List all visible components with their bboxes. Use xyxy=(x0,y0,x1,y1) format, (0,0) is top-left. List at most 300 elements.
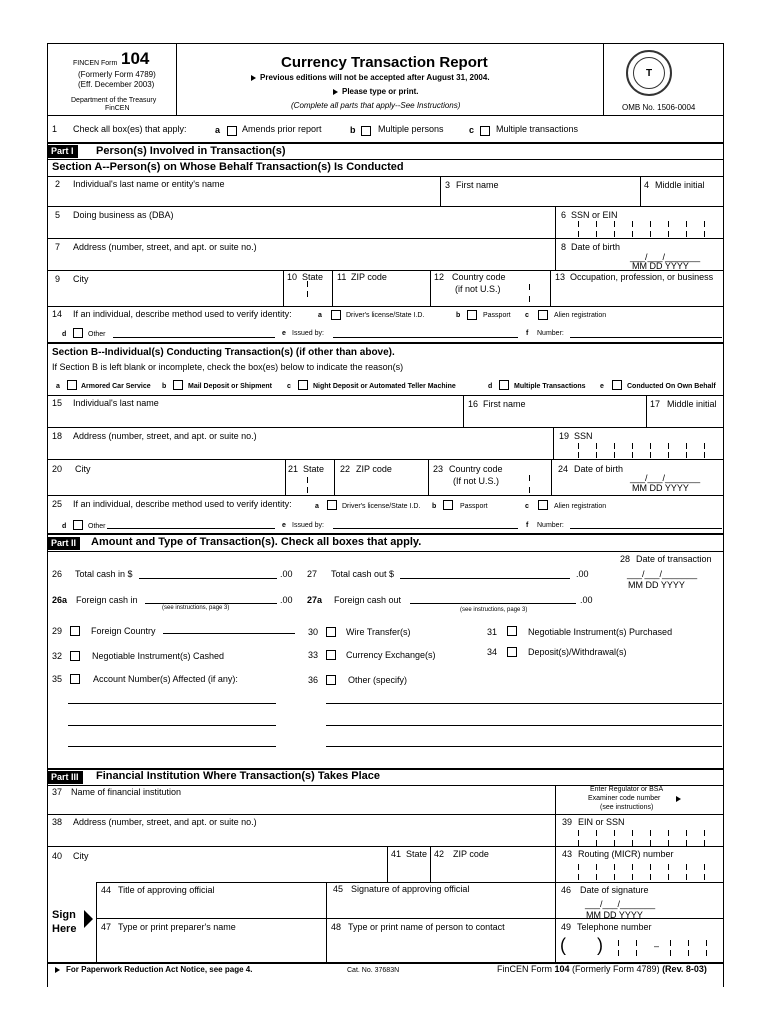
reason-c-letter: c xyxy=(287,383,291,390)
multiple-transactions-checkbox[interactable] xyxy=(480,126,490,136)
field-13-number: 13 xyxy=(555,272,566,282)
field-19-label: SSN xyxy=(574,431,593,441)
digit-tick xyxy=(614,231,615,237)
field-47-label: Type or print preparer's name xyxy=(118,922,236,932)
digit-tick xyxy=(704,830,705,836)
field-45-label: Signature of approving official xyxy=(351,884,470,894)
field-41-label: State xyxy=(406,849,428,859)
field-43-label: Routing (MICR) number xyxy=(578,849,674,859)
digit-tick xyxy=(650,840,651,846)
field-31-number: 31 xyxy=(487,627,498,637)
digit-tick xyxy=(632,864,633,870)
form-label: FINCEN Form xyxy=(73,60,118,67)
date-of-birth-format: MM DD YYYY xyxy=(632,261,689,271)
footer-form-prefix: FinCEN Form xyxy=(497,964,555,974)
transaction-date-mask: ___/___/_______ xyxy=(627,569,698,579)
digit-tick xyxy=(688,940,689,946)
id2-d-letter: d xyxy=(62,523,67,530)
line xyxy=(550,270,551,306)
field-10-number: 10 xyxy=(287,272,298,282)
regulator-label-2: Examiner code number xyxy=(588,795,661,802)
part-2-title: Amount and Type of Transaction(s). Check all boxes that apply. xyxy=(91,536,422,548)
digit-tick xyxy=(618,950,619,956)
id-number-2-input[interactable] xyxy=(570,528,722,529)
field-4-number: 4 xyxy=(644,180,650,190)
digit-tick xyxy=(650,874,651,880)
line xyxy=(387,846,388,882)
line xyxy=(47,206,724,207)
regulator-label-1: Enter Regulator or BSA xyxy=(590,786,664,793)
cash-out-cents: .00 xyxy=(576,569,589,579)
digit-tick xyxy=(704,874,705,880)
field-42-number: 42 xyxy=(434,849,445,859)
field-25-label: If an individual, describe method used to verify identity: xyxy=(73,499,292,509)
digit-tick xyxy=(596,443,597,449)
multiple-transactions-label: Multiple transactions xyxy=(496,124,579,134)
drivers-license-checkbox[interactable] xyxy=(331,310,341,320)
header-divider-left xyxy=(176,43,177,115)
field-39-label: EIN or SSN xyxy=(578,817,625,827)
wire-transfer-checkbox[interactable] xyxy=(326,627,336,637)
line xyxy=(47,533,724,535)
field-49-label: Telephone number xyxy=(577,922,652,932)
field-44-number: 44 xyxy=(101,885,112,895)
digit-tick xyxy=(596,864,597,870)
field-12-label: Country code xyxy=(452,272,506,282)
line xyxy=(47,427,724,428)
digit-tick xyxy=(307,477,308,483)
id2-e-letter: e xyxy=(282,522,286,529)
field-45-number: 45 xyxy=(333,884,344,894)
line xyxy=(47,846,724,847)
other-specify-line-1[interactable] xyxy=(326,703,722,704)
field-43-number: 43 xyxy=(562,849,573,859)
field-40-number: 40 xyxy=(52,851,63,861)
transaction-date-format: MM DD YYYY xyxy=(628,580,685,590)
line xyxy=(555,785,556,814)
id-f-letter: f xyxy=(526,330,529,337)
other-id-2-checkbox[interactable] xyxy=(73,520,83,530)
issued-by-2-input[interactable] xyxy=(333,528,518,529)
digit-tick xyxy=(636,950,637,956)
line xyxy=(463,395,464,427)
field-24-number: 24 xyxy=(558,464,569,474)
digit-tick xyxy=(650,231,651,237)
seal-center: T xyxy=(633,57,665,89)
field-16-label: First name xyxy=(483,399,526,409)
digit-tick xyxy=(650,443,651,449)
field-40-label: City xyxy=(73,851,89,861)
id-number-input[interactable] xyxy=(570,337,722,338)
digit-tick xyxy=(668,452,669,458)
digit-tick xyxy=(578,452,579,458)
field-6-label: SSN or EIN xyxy=(571,210,618,220)
night-deposit-label: Night Deposit or Automated Teller Machine xyxy=(313,383,456,390)
part-1-title: Person(s) Involved in Transaction(s) xyxy=(96,145,286,157)
field-25-number: 25 xyxy=(52,499,63,509)
field-18-label: Address (number, street, and apt. or suite no.) xyxy=(73,431,257,441)
foreign-cash-in-input[interactable] xyxy=(145,603,277,604)
other-id-checkbox[interactable] xyxy=(73,328,83,338)
line xyxy=(96,882,724,883)
currency-exchange-checkbox[interactable] xyxy=(326,650,336,660)
line xyxy=(47,306,724,307)
digit-tick xyxy=(704,864,705,870)
field-26a-number: 26a xyxy=(52,595,68,605)
date-of-birth-2-format: MM DD YYYY xyxy=(632,483,689,493)
mail-deposit-label: Mail Deposit or Shipment xyxy=(188,383,273,390)
line xyxy=(646,395,647,427)
amends-prior-report-label: Amends prior report xyxy=(242,124,322,134)
field-23-label: Country code xyxy=(449,464,503,474)
digit-tick xyxy=(686,231,687,237)
line xyxy=(555,846,556,882)
account-number-line-1[interactable] xyxy=(68,703,276,704)
header-divider-right xyxy=(603,43,604,115)
digit-tick xyxy=(614,221,615,227)
digit-tick xyxy=(704,221,705,227)
field-26-label: Total cash in $ xyxy=(75,569,133,579)
issued-by-label: Issued by: xyxy=(292,330,324,337)
account-number-line-2[interactable] xyxy=(68,725,276,726)
digit-tick xyxy=(668,830,669,836)
amends-prior-report-checkbox[interactable] xyxy=(227,126,237,136)
field-28-label: Date of transaction xyxy=(636,554,712,564)
section-b-title: Section B--Individual(s) Conducting Transaction(s) (if other than above). xyxy=(52,347,395,358)
paperwork-notice: For Paperwork Reduction Act Notice, see page 4. xyxy=(66,965,253,974)
field-35-number: 35 xyxy=(52,674,63,684)
item-1c-letter: c xyxy=(469,125,475,135)
type-or-print-notice: Please type or print. xyxy=(342,87,419,96)
telephone-input[interactable] xyxy=(570,934,720,958)
field-21-number: 21 xyxy=(288,464,299,474)
total-cash-out-input[interactable] xyxy=(400,578,570,579)
negotiable-cashed-label: Negotiable Instrument(s) Cashed xyxy=(92,651,225,661)
line xyxy=(332,270,333,306)
part-1-top-line xyxy=(47,142,724,144)
line xyxy=(555,238,723,239)
digit-tick xyxy=(650,452,651,458)
line xyxy=(47,551,724,552)
other-id-input[interactable] xyxy=(113,337,275,338)
id-d-letter: d xyxy=(62,331,67,338)
footer-revision: (Rev. 8-03) xyxy=(662,964,707,974)
date-of-birth-mask: ___/___/_______ xyxy=(630,252,701,262)
digit-tick xyxy=(704,443,705,449)
number-2-label: Number: xyxy=(537,522,564,529)
digit-tick xyxy=(704,840,705,846)
date-of-birth-2-mask: ___/___/_______ xyxy=(630,473,701,483)
field-41-number: 41 xyxy=(391,849,402,859)
field-5-number: 5 xyxy=(55,210,61,220)
signature-date-mask: ___/___/_______ xyxy=(585,899,656,909)
other-id-2-input[interactable] xyxy=(107,528,275,529)
field-48-label: Type or print name of person to contact xyxy=(348,922,505,932)
digit-tick xyxy=(668,443,669,449)
field-36-number: 36 xyxy=(308,675,319,685)
digit-tick xyxy=(686,864,687,870)
field-20-label: City xyxy=(75,464,91,474)
digit-tick xyxy=(632,231,633,237)
field-22-label: ZIP code xyxy=(356,464,392,474)
line xyxy=(47,495,724,496)
negotiable-purchased-label: Negotiable Instrument(s) Purchased xyxy=(528,627,673,637)
digit-tick xyxy=(668,864,669,870)
digit-tick xyxy=(614,830,615,836)
section-b-note: If Section B is left blank or incomplete, check the box(es) below to indicate the reason(s) xyxy=(52,362,404,372)
reason-a-letter: a xyxy=(56,383,60,390)
field-38-label: Address (number, street, and apt. or suite no.) xyxy=(73,817,257,827)
section-a-title: Section A--Person(s) on Whose Behalf Transaction(s) Is Conducted xyxy=(52,161,404,173)
digit-tick xyxy=(596,840,597,846)
digit-tick xyxy=(529,284,530,290)
drivers-license-2-checkbox[interactable] xyxy=(327,500,337,510)
line xyxy=(553,427,554,459)
digit-tick xyxy=(632,840,633,846)
effective-date: (Eff. December 2003) xyxy=(78,80,155,89)
digit-tick xyxy=(614,864,615,870)
other-specify-checkbox[interactable] xyxy=(326,675,336,685)
field-33-number: 33 xyxy=(308,650,319,660)
page-title: Currency Transaction Report xyxy=(281,54,488,71)
foreign-cash-out-input[interactable] xyxy=(410,603,576,604)
other-specify-line-2[interactable] xyxy=(326,725,722,726)
id-b-letter: b xyxy=(456,312,461,319)
foreign-out-cents: .00 xyxy=(580,595,593,605)
field-48-number: 48 xyxy=(331,922,342,932)
field-34-number: 34 xyxy=(487,647,498,657)
phone-paren-open: ( xyxy=(560,935,566,955)
digit-tick xyxy=(632,443,633,449)
field-21-label: State xyxy=(303,464,325,474)
line xyxy=(555,814,556,846)
treasury-seal-icon xyxy=(626,50,672,96)
agency-label: FinCEN xyxy=(105,105,130,112)
foreign-country-input[interactable] xyxy=(163,633,295,634)
line xyxy=(96,918,724,919)
digit-tick xyxy=(578,874,579,880)
number-label: Number: xyxy=(537,330,564,337)
phone-paren-close: ) xyxy=(597,935,603,955)
digit-tick xyxy=(668,874,669,880)
reason-d-letter: d xyxy=(488,383,493,390)
field-10-label: State xyxy=(302,272,324,282)
digit-tick xyxy=(686,840,687,846)
digit-tick xyxy=(668,840,669,846)
night-deposit-checkbox[interactable] xyxy=(298,380,308,390)
field-37-label: Name of financial institution xyxy=(71,787,182,797)
id2-f-letter: f xyxy=(526,522,529,529)
field-3-label: First name xyxy=(456,180,499,190)
arrow-icon xyxy=(333,89,338,95)
digit-tick xyxy=(596,830,597,836)
drivers-license-2-label: Driver's license/State I.D. xyxy=(342,503,421,510)
currency-exchange-label: Currency Exchange(s) xyxy=(346,650,436,660)
account-numbers-checkbox[interactable] xyxy=(70,674,80,684)
line xyxy=(326,882,327,962)
field-28-number: 28 xyxy=(620,554,631,564)
passport-2-checkbox[interactable] xyxy=(443,500,453,510)
drivers-license-label: Driver's license/State I.D. xyxy=(346,312,425,319)
cash-in-cents: .00 xyxy=(280,569,293,579)
part-2-tag: Part II xyxy=(47,537,80,550)
signature-date-format: MM DD YYYY xyxy=(586,910,643,920)
negotiable-purchased-checkbox[interactable] xyxy=(507,626,517,636)
field-23-sublabel: (If not U.S.) xyxy=(453,476,500,486)
digit-tick xyxy=(670,940,671,946)
field-15-number: 15 xyxy=(52,398,63,408)
field-17-label: Middle initial xyxy=(667,399,717,409)
item-1-number: 1 xyxy=(52,124,58,134)
line xyxy=(285,459,286,495)
multiple-transactions-reason-checkbox[interactable] xyxy=(499,380,509,390)
digit-tick xyxy=(706,940,707,946)
field-27a-number: 27a xyxy=(307,595,323,605)
alien-registration-checkbox[interactable] xyxy=(538,310,548,320)
form-number: 104 xyxy=(121,49,150,68)
digit-tick xyxy=(670,950,671,956)
digit-tick xyxy=(704,452,705,458)
digit-tick xyxy=(307,487,308,493)
deposit-withdrawal-checkbox[interactable] xyxy=(507,647,517,657)
foreign-country-checkbox[interactable] xyxy=(70,626,80,636)
field-4-label: Middle initial xyxy=(655,180,705,190)
digit-tick xyxy=(307,281,308,287)
account-number-line-3[interactable] xyxy=(68,746,276,747)
field-14-number: 14 xyxy=(52,309,63,319)
arrow-icon xyxy=(251,75,256,81)
id-c-letter: c xyxy=(525,312,529,319)
digit-tick xyxy=(650,864,651,870)
reason-b-letter: b xyxy=(162,383,167,390)
passport-checkbox[interactable] xyxy=(467,310,477,320)
field-46-number: 46 xyxy=(561,885,572,895)
field-30-number: 30 xyxy=(308,627,319,637)
line xyxy=(47,176,724,177)
digit-tick xyxy=(596,231,597,237)
digit-tick xyxy=(307,291,308,297)
previous-editions-notice: Previous editions will not be accepted after August 31, 2004. xyxy=(260,73,490,82)
digit-tick xyxy=(686,221,687,227)
item-1-label: Check all box(es) that apply: xyxy=(73,124,187,134)
digit-tick xyxy=(704,231,705,237)
field-2-number: 2 xyxy=(55,179,61,189)
field-49-number: 49 xyxy=(561,922,572,932)
sign-label: Sign xyxy=(52,909,76,921)
field-20-number: 20 xyxy=(52,464,63,474)
field-18-number: 18 xyxy=(52,431,63,441)
field-15-label: Individual's last name xyxy=(73,398,159,408)
field-17-number: 17 xyxy=(650,399,661,409)
field-27-label: Total cash out $ xyxy=(331,569,395,579)
regulator-label-3: (see instructions) xyxy=(600,804,654,811)
digit-tick xyxy=(578,443,579,449)
own-behalf-checkbox[interactable] xyxy=(612,380,622,390)
field-44-label: Title of approving official xyxy=(118,885,215,895)
alien-registration-label: Alien registration xyxy=(554,312,607,319)
field-46-label: Date of signature xyxy=(580,885,649,895)
armored-car-checkbox[interactable] xyxy=(67,380,77,390)
field-2-label: Individual's last name or entity's name xyxy=(73,179,225,189)
passport-label: Passport xyxy=(483,312,511,319)
field-42-label: ZIP code xyxy=(453,849,489,859)
field-26-number: 26 xyxy=(52,569,63,579)
phone-dash: – xyxy=(654,941,660,951)
line xyxy=(47,459,724,460)
id-a-letter: a xyxy=(318,312,322,319)
digit-tick xyxy=(614,443,615,449)
issued-by-input[interactable] xyxy=(333,337,518,338)
mail-deposit-checkbox[interactable] xyxy=(173,380,183,390)
digit-tick xyxy=(596,874,597,880)
id2-c-letter: c xyxy=(525,503,529,510)
line xyxy=(47,159,724,160)
digit-tick xyxy=(578,830,579,836)
field-9-label: City xyxy=(73,274,89,284)
field-16-number: 16 xyxy=(468,399,479,409)
line xyxy=(334,459,335,495)
alien-registration-2-checkbox[interactable] xyxy=(538,500,548,510)
digit-tick xyxy=(688,950,689,956)
field-13-label: Occupation, profession, or business xyxy=(570,272,714,282)
deposit-withdrawal-label: Deposit(s)/Withdrawal(s) xyxy=(528,647,627,657)
digit-tick xyxy=(578,840,579,846)
multiple-persons-label: Multiple persons xyxy=(378,124,444,134)
multiple-persons-checkbox[interactable] xyxy=(361,126,371,136)
field-3-number: 3 xyxy=(445,180,451,190)
other-id-label: Other xyxy=(88,331,106,338)
account-numbers-label: Account Number(s) Affected (if any): xyxy=(93,674,238,684)
total-cash-in-input[interactable] xyxy=(139,578,277,579)
digit-tick xyxy=(686,452,687,458)
top-border xyxy=(47,43,724,44)
digit-tick xyxy=(636,940,637,946)
digit-tick xyxy=(686,830,687,836)
field-39-number: 39 xyxy=(562,817,573,827)
digit-tick xyxy=(578,221,579,227)
other-id-2-label: Other xyxy=(88,523,106,530)
part-1-tag: Part I xyxy=(47,145,78,158)
field-12-sublabel: (if not U.S.) xyxy=(455,284,501,294)
foreign-in-cents: .00 xyxy=(280,595,293,605)
field-6-number: 6 xyxy=(561,210,567,220)
field-32-number: 32 xyxy=(52,651,63,661)
line xyxy=(428,459,429,495)
digit-tick xyxy=(650,830,651,836)
digit-tick xyxy=(632,452,633,458)
line xyxy=(551,459,552,495)
digit-tick xyxy=(650,221,651,227)
field-24-label: Date of birth xyxy=(574,464,624,474)
digit-tick xyxy=(596,221,597,227)
field-14-label: If an individual, describe method used to verify identity: xyxy=(73,309,292,319)
omb-number: OMB No. 1506-0004 xyxy=(622,103,696,112)
line xyxy=(640,176,641,206)
field-8-number: 8 xyxy=(561,242,567,252)
field-47-number: 47 xyxy=(101,922,112,932)
other-specify-line-3[interactable] xyxy=(326,746,722,747)
here-label: Here xyxy=(52,923,77,935)
reason-e-letter: e xyxy=(600,383,604,390)
line xyxy=(96,882,97,962)
armored-car-label: Armored Car Service xyxy=(81,383,151,390)
footer-form-number: 104 xyxy=(554,964,570,974)
field-9-number: 9 xyxy=(55,274,61,284)
negotiable-cashed-checkbox[interactable] xyxy=(70,651,80,661)
digit-tick xyxy=(596,452,597,458)
other-specify-label: Other (specify) xyxy=(348,675,408,685)
issued-by-2-label: Issued by: xyxy=(292,522,324,529)
